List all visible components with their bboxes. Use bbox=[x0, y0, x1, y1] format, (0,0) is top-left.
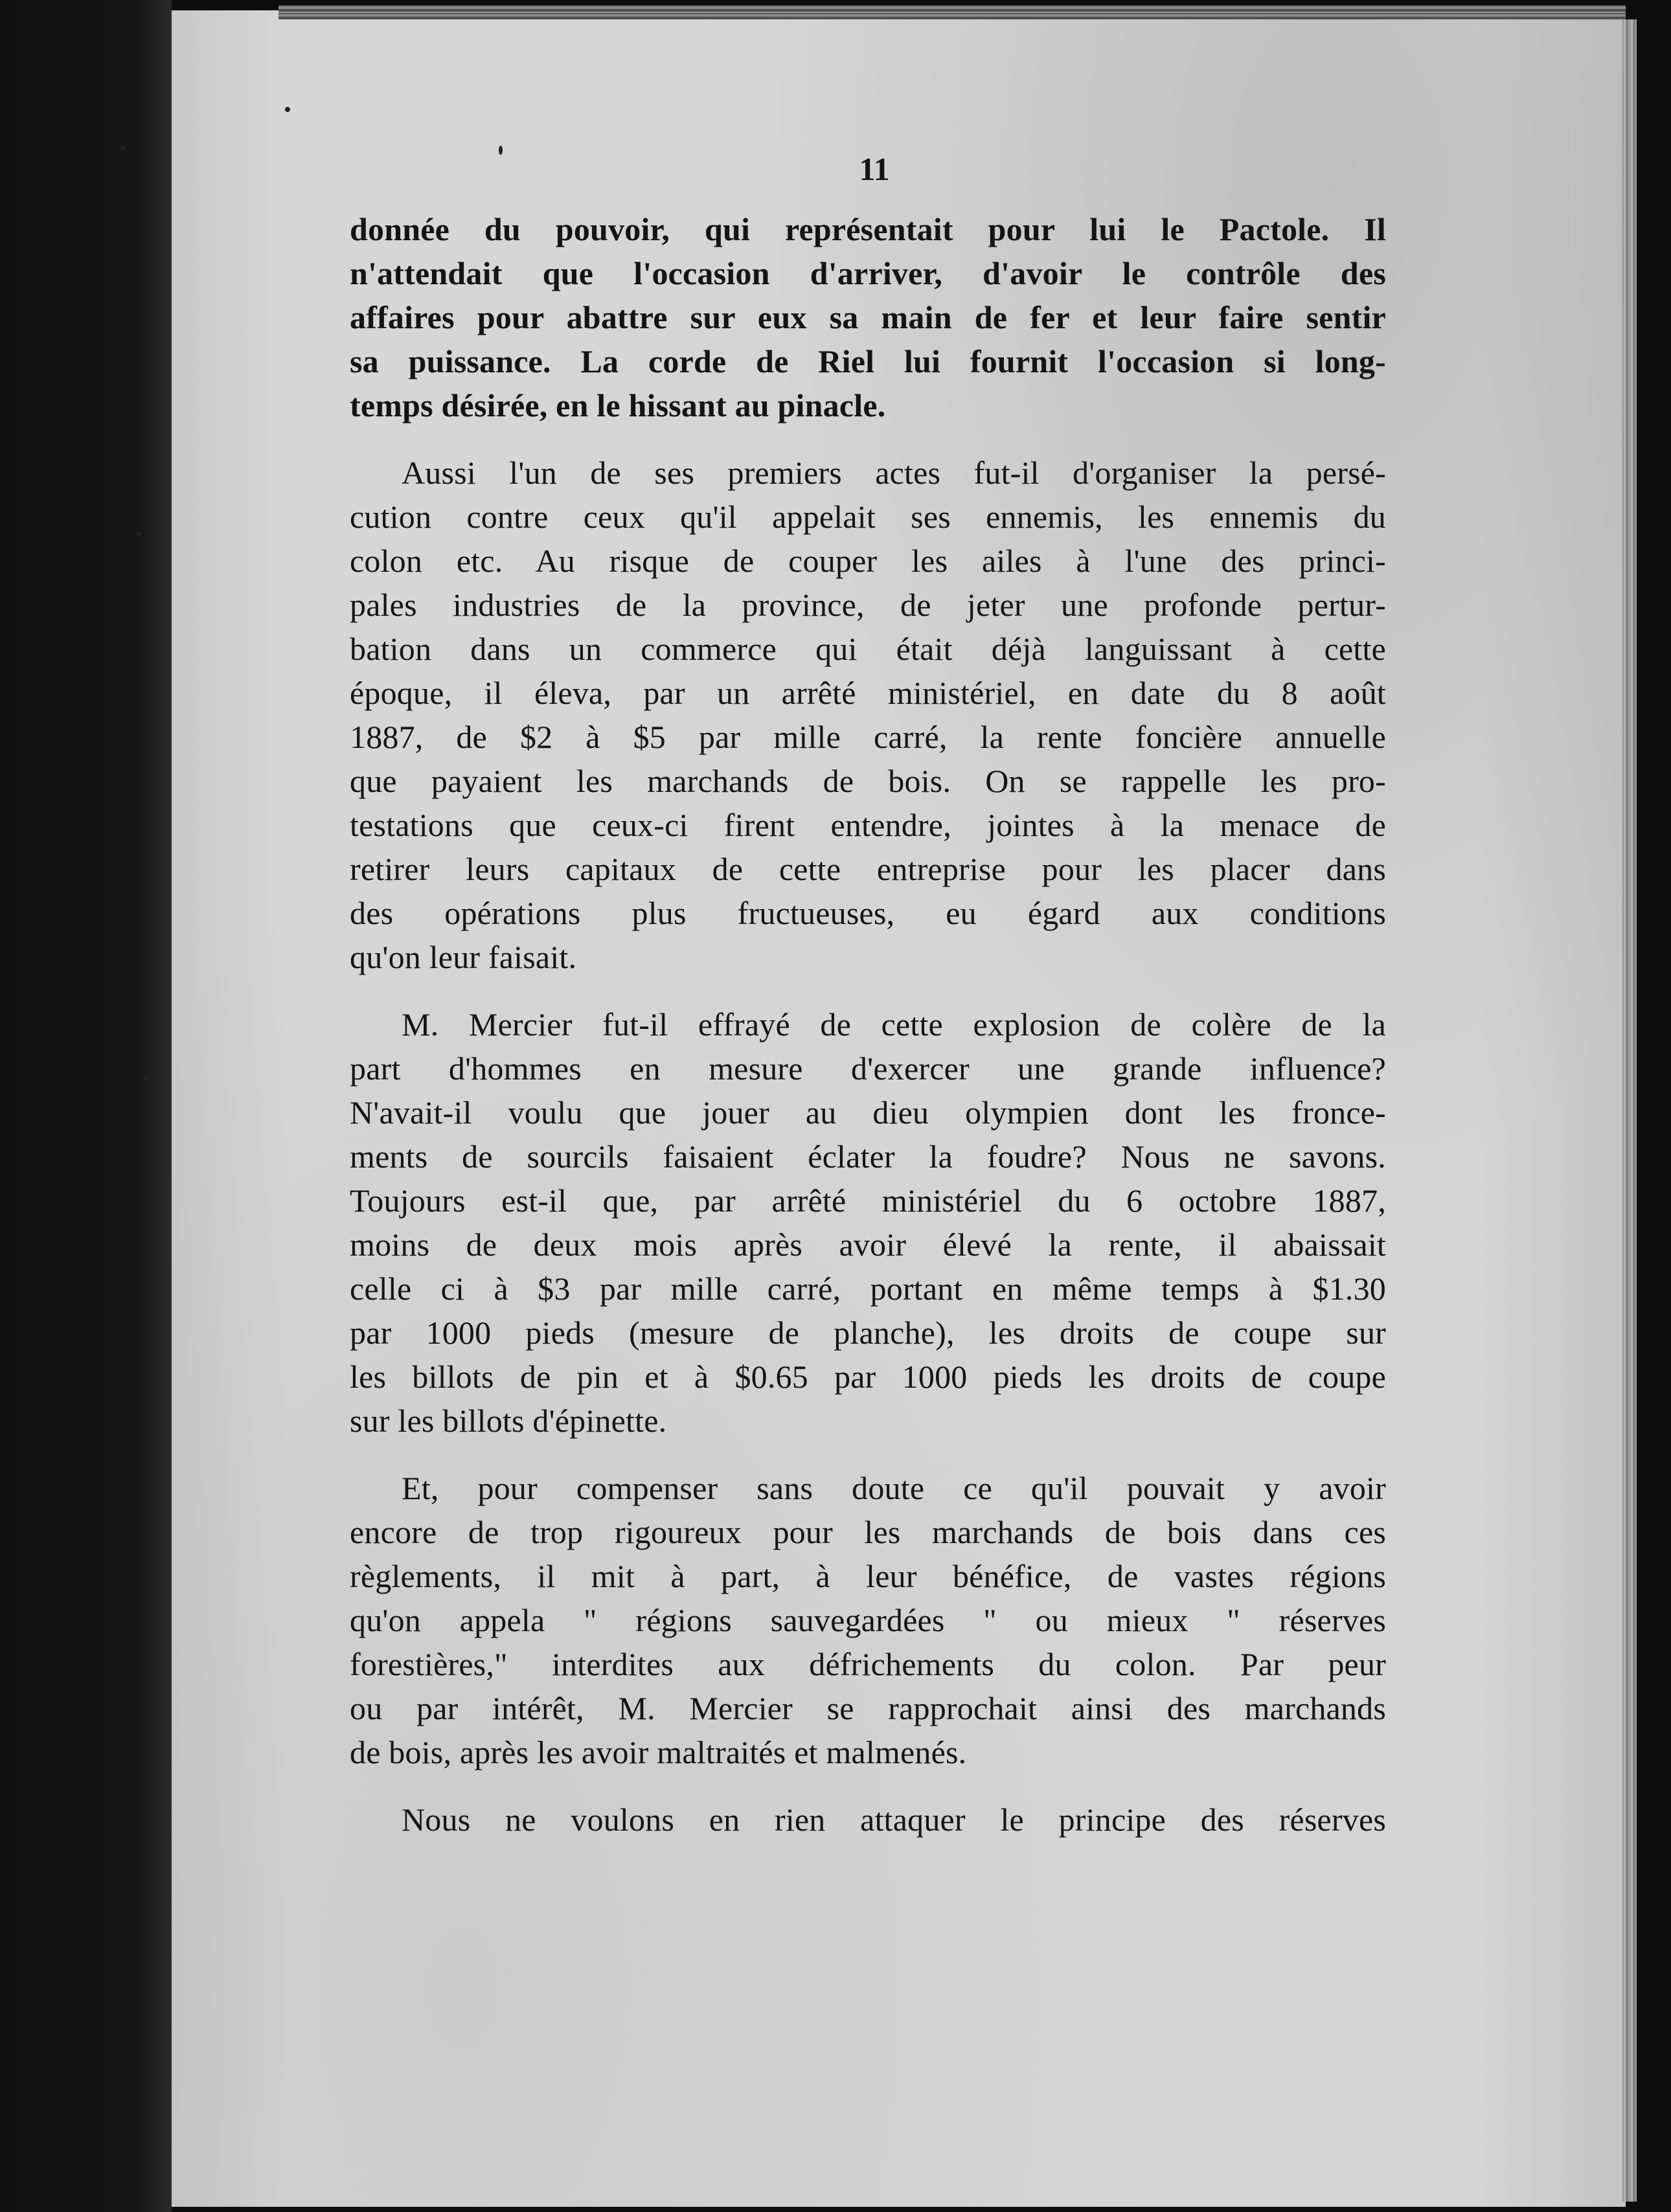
text-line: Et, pour compenser sans doute ce qu'il pouvait y avoir bbox=[402, 1470, 1386, 1506]
text-line: de bois, après les avoir maltraités et malmenés. bbox=[350, 1734, 967, 1770]
text-line: règlements, il mit à part, à leur bénéfice, de vastes régions bbox=[350, 1558, 1386, 1594]
text-line: époque, il éleva, par un arrêté ministériel, en date du 8 août bbox=[350, 675, 1386, 711]
page-stack-edge bbox=[1622, 19, 1637, 2202]
text-line: Nous ne voulons en rien attaquer le principe des réserves bbox=[402, 1801, 1386, 1838]
page-top-edge bbox=[278, 5, 1626, 19]
paragraph bbox=[350, 1466, 1386, 1774]
text-line: Toujours est-il que, par arrêté ministériel du 6 octobre 1887, bbox=[350, 1182, 1386, 1219]
text-line: n'attendait que l'occasion d'arriver, d'avoir le contrôle des bbox=[350, 255, 1386, 291]
text-line: testations que ceux-ci firent entendre, jointes à la menace de bbox=[350, 807, 1386, 843]
scan-speck bbox=[499, 146, 503, 155]
text-line: forestières," interdites aux défrichements du colon. Par peur bbox=[350, 1646, 1386, 1682]
text-line: colon etc. Au risque de couper les ailes à l'une des princi- bbox=[350, 543, 1386, 579]
text-line: part d'hommes en mesure d'exercer une grande influence? bbox=[350, 1050, 1386, 1087]
text-line: les billots de pin et à $0.65 par 1000 pieds les droits de coupe bbox=[350, 1359, 1386, 1395]
text-line: temps désirée, en le hissant au pinacle. bbox=[350, 387, 886, 423]
text-line: des opérations plus fructueuses, eu égard aux conditions bbox=[350, 895, 1386, 931]
paragraph bbox=[350, 207, 1386, 427]
text-line: donnée du pouvoir, qui représentait pour lui le Pactole. Il bbox=[350, 211, 1386, 247]
text-line: cution contre ceux qu'il appelait ses ennemis, les ennemis du bbox=[350, 499, 1386, 535]
text-line: encore de trop rigoureux pour les marchands de bois dans ces bbox=[350, 1514, 1386, 1550]
paragraph bbox=[350, 1002, 1386, 1443]
text-line: pales industries de la province, de jeter une profonde pertur- bbox=[350, 587, 1386, 623]
text-line: sur les billots d'épinette. bbox=[350, 1403, 667, 1439]
text-line: Aussi l'un de ses premiers actes fut-il d'organiser la persé- bbox=[402, 455, 1386, 491]
text-line: bation dans un commerce qui était déjà languissant à cette bbox=[350, 631, 1386, 667]
text-line: retirer leurs capitaux de cette entreprise pour les placer dans bbox=[350, 851, 1386, 887]
text-line: par 1000 pieds (mesure de planche), les droits de coupe sur bbox=[350, 1315, 1386, 1351]
scan-speck bbox=[136, 531, 142, 537]
text-line: affaires pour abattre sur eux sa main de fer et leur faire sentir bbox=[350, 299, 1386, 335]
text-line: ments de sourcils faisaient éclater la foudre? Nous ne savons. bbox=[350, 1138, 1386, 1175]
text-line: M. Mercier fut-il effrayé de cette explosion de colère de la bbox=[402, 1006, 1386, 1043]
text-line: moins de deux mois après avoir élevé la rente, il abaissait bbox=[350, 1226, 1386, 1263]
scan-speck bbox=[285, 107, 290, 112]
paragraph bbox=[350, 451, 1386, 979]
text-line: 1887, de $2 à $5 par mille carré, la rente foncière annuelle bbox=[350, 719, 1386, 755]
facing-page-shadow bbox=[0, 0, 172, 2212]
page-number: 11 bbox=[859, 151, 890, 187]
text-line: sa puissance. La corde de Riel lui fournit l'occasion si long- bbox=[350, 343, 1386, 379]
text-line: que payaient les marchands de bois. On se rappelle les pro- bbox=[350, 763, 1386, 799]
text-line: celle ci à $3 par mille carré, portant en même temps à $1.30 bbox=[350, 1270, 1386, 1307]
text-line: ou par intérêt, M. Mercier se rapprochait ainsi des marchands bbox=[350, 1690, 1386, 1726]
text-line: qu'on appela " régions sauvegardées " ou mieux " réserves bbox=[350, 1602, 1386, 1638]
text-line: qu'on leur faisait. bbox=[350, 939, 577, 975]
scan-speck bbox=[144, 1075, 149, 1081]
paragraph bbox=[350, 1798, 1386, 1842]
text-line: N'avait-il voulu que jouer au dieu olympien dont les froncе- bbox=[350, 1094, 1386, 1131]
scan-speck bbox=[120, 146, 126, 151]
body-text bbox=[350, 207, 1386, 1865]
